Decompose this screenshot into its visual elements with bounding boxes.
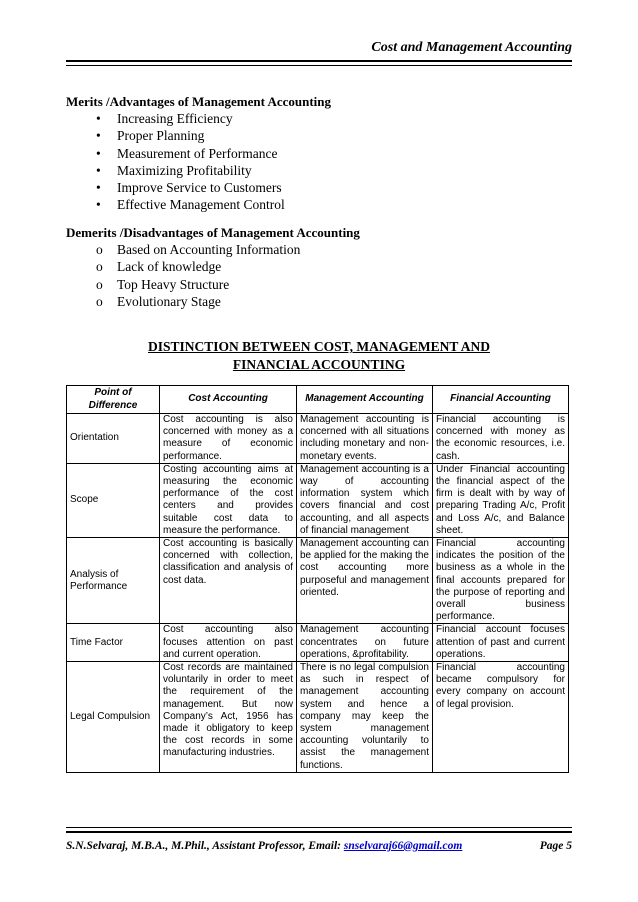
column-header: Cost Accounting: [160, 386, 297, 414]
merits-list: [66, 110, 285, 214]
table-cell: Cost accounting also focuses attention on past and current operation.: [160, 624, 297, 662]
table-cell: Management accounting concentrates on future operations, &profitability.: [297, 624, 433, 662]
table-cell: Cost accounting is basically concerned with collection, classification and analysis of cost data.: [160, 538, 297, 624]
list-item: o Based on Accounting Information: [96, 242, 301, 257]
distinction-title: DISTINCTION BETWEEN COST, MANAGEMENT AND FINANCIAL ACCOUNTING: [148, 339, 490, 372]
bullet-circle-icon: o: [96, 276, 103, 292]
table-cell: Management accounting can be applied for the making the cost accounting more purposeful and management oriented.: [297, 538, 433, 624]
list-item: • Maximizing Profitability: [96, 162, 252, 178]
distinction-table: [66, 385, 569, 773]
demerits-heading: Demerits /Disadvantages of Management Accounting: [66, 225, 360, 240]
list-item: • Improve Service to Customers: [96, 180, 282, 196]
table-row: [67, 463, 569, 537]
table-row: [67, 538, 569, 624]
table-cell: Costing accounting aims at measuring the economic performance of the cost centers and provides suitable cost data to measure the performance.: [160, 463, 297, 537]
page-footer: [66, 840, 572, 852]
list-item: o Evolutionary Stage: [96, 293, 221, 309]
list-item: • Increasing Efficiency: [96, 111, 233, 126]
header-rule-thick: [66, 60, 572, 62]
row-header: Analysis of Performance: [67, 538, 160, 624]
list-item: • Effective Management Control: [96, 197, 285, 213]
footer-rule-thick: [66, 831, 572, 833]
bullet-circle-icon: o: [96, 259, 103, 275]
column-header: Management Accounting: [297, 386, 433, 414]
row-header: Time Factor: [67, 624, 160, 662]
bullet-dot-icon: •: [96, 111, 101, 126]
footer-rule-thin: [66, 827, 572, 828]
table-cell: Under Financial accounting the financial aspect of the firm is dealt with by way of preparing Trading A/c, Profit and Loss A/c, and Balance sheet.: [433, 463, 569, 537]
bullet-dot-icon: •: [96, 197, 101, 213]
list-item: • Measurement of Performance: [96, 145, 278, 161]
bullet-dot-icon: •: [96, 162, 101, 178]
row-header: Scope: [67, 463, 160, 537]
table-cell: Financial account focuses attention of past and current operations.: [433, 624, 569, 662]
running-header: Cost and Management Accounting: [371, 40, 572, 55]
list-item: o Lack of knowledge: [96, 259, 222, 275]
footer-email-link[interactable]: snselvaraj66@gmail.com: [343, 840, 463, 852]
row-header: Legal Compulsion: [67, 662, 160, 773]
footer-author: S.N.Selvaraj, M.B.A., M.Phil., Assistant Professor, Email:: [66, 840, 341, 852]
table-cell: Management accounting is a way of accounting information system which covers financial and cost accounting, and all aspects of financial management: [297, 463, 433, 537]
column-header: Financial Accounting: [433, 386, 569, 414]
bullet-dot-icon: •: [96, 180, 101, 196]
table-cell: Financial accounting indicates the position of the business as a whole in the final accounts prepared for the purpose of reporting and overall business performance.: [433, 538, 569, 624]
bullet-dot-icon: •: [96, 128, 101, 144]
list-item: o Top Heavy Structure: [96, 276, 230, 292]
table-cell: Financial accounting became compulsory for every company on account of legal provision.: [433, 662, 569, 773]
page-number: Page 5: [539, 840, 572, 852]
table-cell: Financial accounting is concerned with money as the economic resources, i.e. cash.: [433, 414, 569, 464]
merits-heading: Merits /Advantages of Management Accounting: [66, 94, 332, 109]
table-cell: Cost accounting is also concerned with money as a measure of economic performance.: [160, 414, 297, 464]
table-cell: There is no legal compulsion as such in respect of management accounting system and hence a company may keep the system management accounting voluntarily to assist the management functions.: [297, 662, 433, 773]
bullet-circle-icon: o: [96, 242, 103, 257]
bullet-dot-icon: •: [96, 145, 101, 161]
table-cell: Management accounting is concerned with all situations including monetary and non-monetary events.: [297, 414, 433, 464]
column-header: Point of Difference: [67, 386, 160, 414]
table-row: [67, 414, 569, 464]
bullet-circle-icon: o: [96, 293, 103, 309]
table-row: [67, 624, 569, 662]
list-item: • Proper Planning: [96, 128, 205, 144]
table-header-row: [67, 386, 569, 414]
table-cell: Cost records are maintained voluntarily in order to meet the requirement of the management. But now Company’s Act, 1956 has made it obligatory to keep the cost records in some manufacturing industries.: [160, 662, 297, 773]
header-rule-thin: [66, 65, 572, 66]
row-header: Orientation: [67, 414, 160, 464]
demerits-list: [66, 241, 300, 310]
table-row: [67, 662, 569, 773]
